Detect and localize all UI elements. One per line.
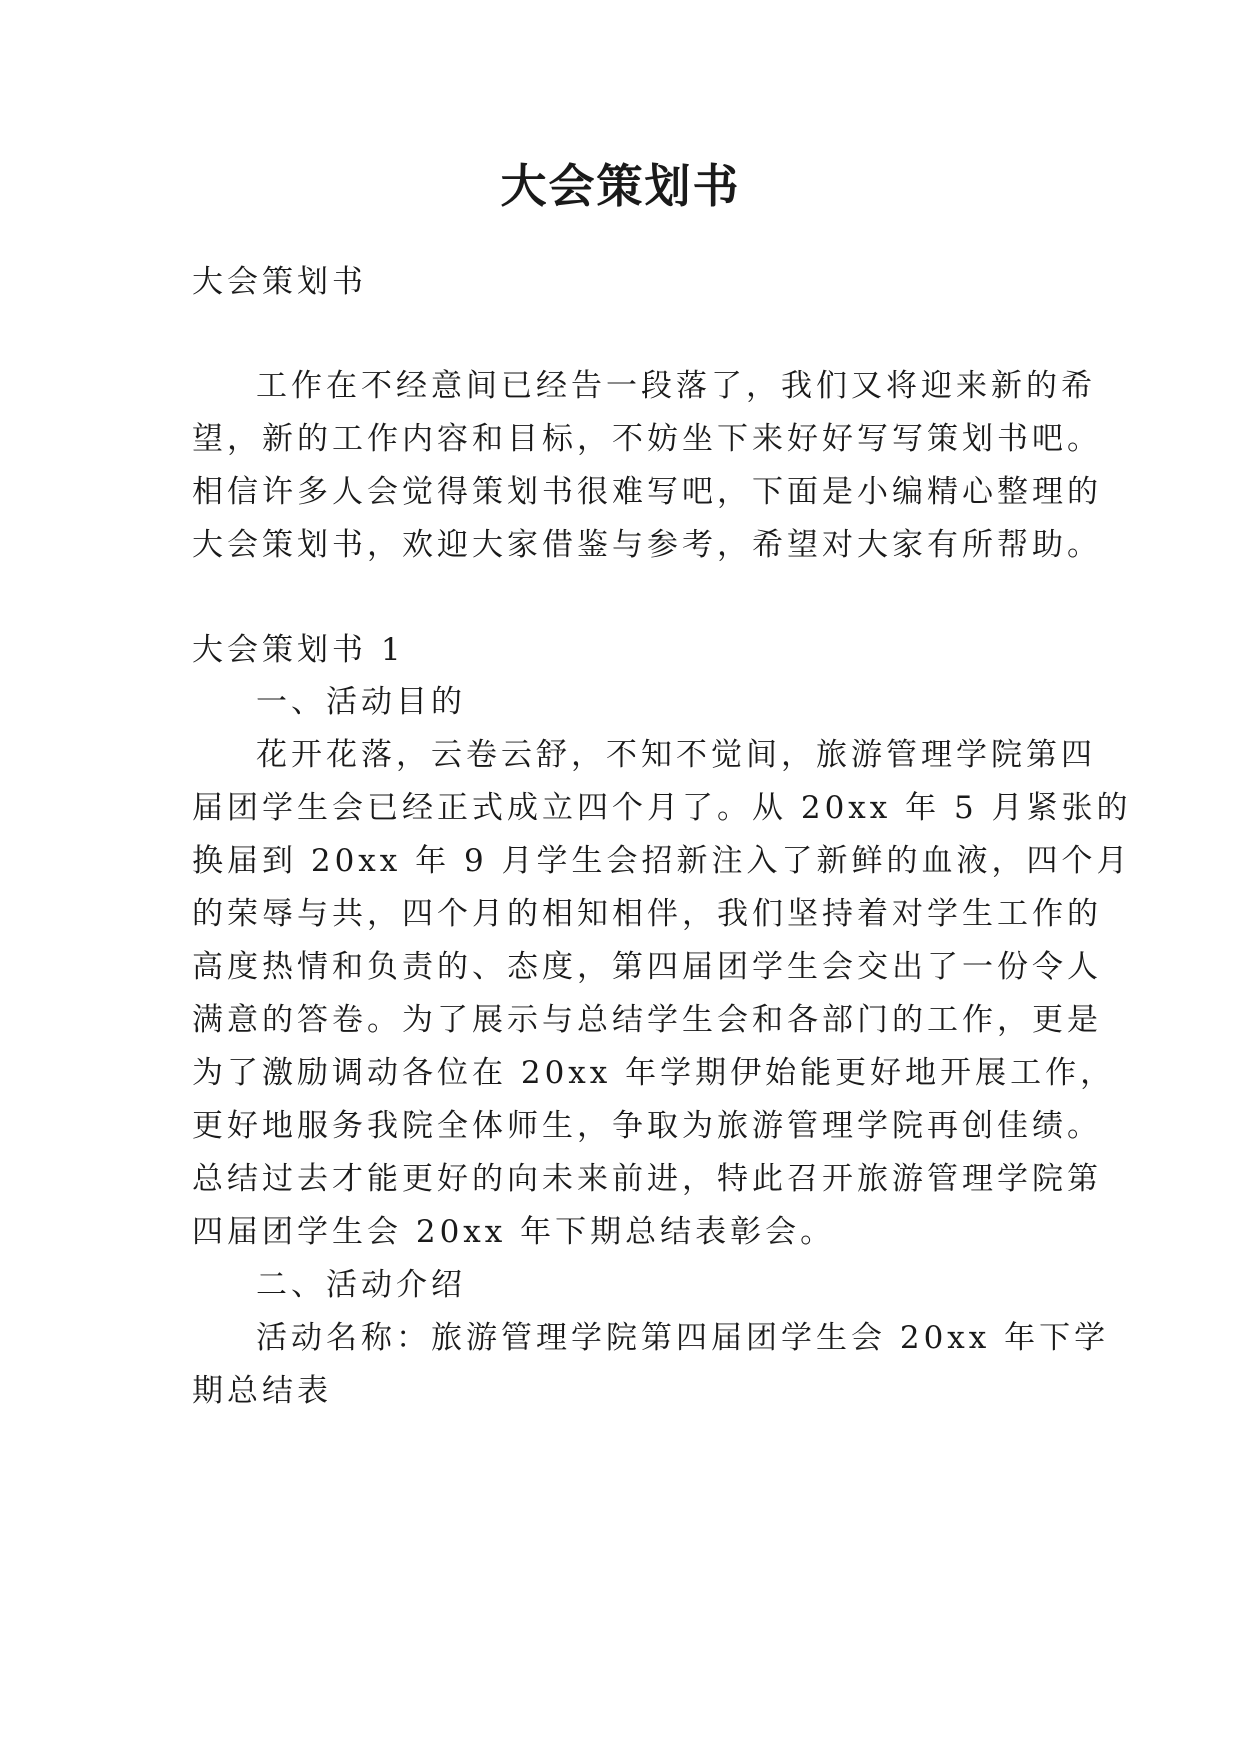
part1-line: 四届团学生会 20xx 年下期总结表彰会。: [192, 1214, 836, 1250]
intro-line: 相信许多人会觉得策划书很难写吧，下面是小编精心整理的: [192, 474, 1102, 510]
intro-line: 大会策划书，欢迎大家借鉴与参考，希望对大家有所帮助。: [192, 527, 1102, 563]
part2-heading: 二、活动介绍: [256, 1267, 466, 1303]
intro-line: 望，新的工作内容和目标，不妨坐下来好好写写策划书吧。: [192, 421, 1102, 457]
intro-line: 工作在不经意间已经告一段落了，我们又将迎来新的希: [256, 368, 1096, 404]
part1-line: 的荣辱与共，四个月的相知相伴，我们坚持着对学生工作的: [192, 896, 1102, 932]
part1-line: 换届到 20xx 年 9 月学生会招新注入了新鲜的血液，四个月: [192, 843, 1132, 879]
part1-line: 花开花落，云卷云舒，不知不觉间，旅游管理学院第四: [256, 737, 1096, 773]
part1-line: 更好地服务我院全体师生，争取为旅游管理学院再创佳绩。: [192, 1108, 1102, 1144]
part1-line: 为了激励调动各位在 20xx 年学期伊始能更好地开展工作，: [192, 1055, 1116, 1091]
document-subtitle: 大会策划书: [192, 264, 367, 300]
part2-line: 期总结表: [192, 1373, 332, 1409]
part1-line: 满意的答卷。为了展示与总结学生会和各部门的工作，更是: [192, 1002, 1102, 1038]
part1-heading: 一、活动目的: [256, 684, 466, 720]
section-heading: 大会策划书 1: [192, 632, 405, 668]
part2-line: 活动名称：旅游管理学院第四届团学生会 20xx 年下学: [256, 1320, 1110, 1356]
part1-line: 总结过去才能更好的向未来前进，特此召开旅游管理学院第: [192, 1161, 1102, 1197]
part1-line: 届团学生会已经正式成立四个月了。从 20xx 年 5 月紧张的: [192, 790, 1132, 826]
part1-line: 高度热情和负责的、态度，第四届团学生会交出了一份令人: [192, 949, 1102, 985]
page-title: 大会策划书: [500, 159, 741, 213]
